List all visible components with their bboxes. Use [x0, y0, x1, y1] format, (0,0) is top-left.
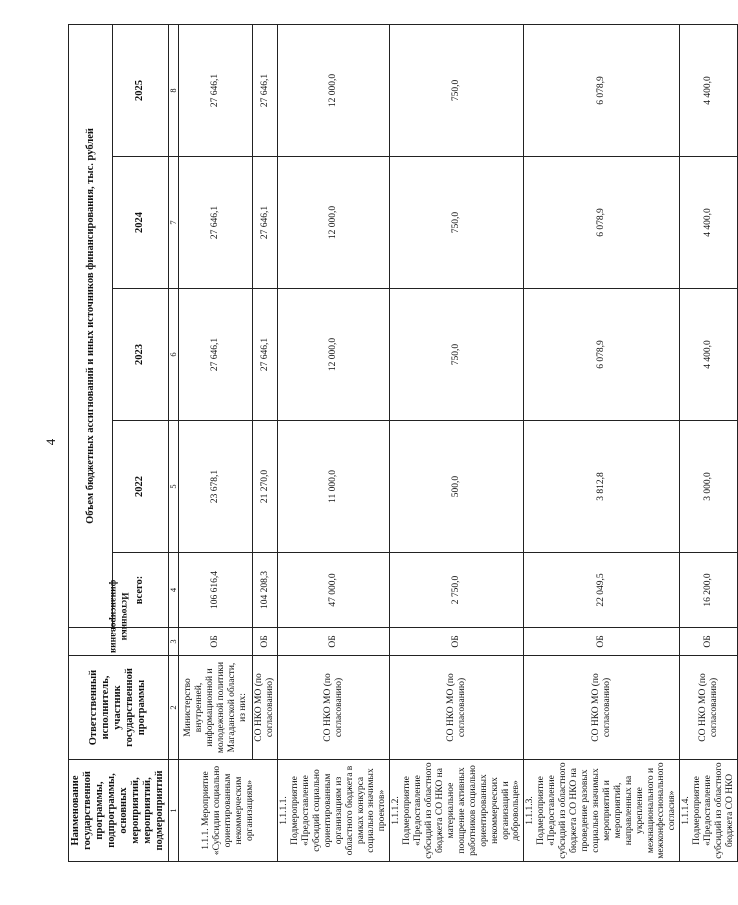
row-value: 750,0: [390, 157, 524, 289]
row-name: 1.1.1.4. Подмероприятие «Предоставление субсидий из областного бюджета СО НКО: [680, 760, 738, 862]
row-source: ОБ: [524, 628, 680, 656]
row-source: ОБ: [390, 628, 524, 656]
row-value: 27 646,1: [179, 289, 253, 421]
header-name: Наименование государственной программы, подпрограммы, основных мероприятий, мероприятий, подмероприятий: [69, 760, 169, 862]
row-responsible: СО НКО МО (по согласованию): [524, 656, 680, 760]
row-name: 1.1.1. Мероприятие «Субсидии социально ориентированным некоммерческим организациям»: [179, 760, 278, 862]
row-value: 27 646,1: [179, 24, 253, 156]
header-responsible: Ответственный исполнитель, участник государственной программы: [69, 656, 169, 760]
header-source-text: Источники финансирования: [108, 579, 130, 653]
row-value: 11 000,0: [278, 421, 390, 553]
column-number: 1: [168, 760, 179, 862]
row-value: 4 400,0: [680, 289, 738, 421]
row-value: 104 208,3: [253, 553, 278, 628]
row-value: 2 750,0: [390, 553, 524, 628]
header-year-2024: 2024: [113, 157, 168, 289]
row-value: 3 812,8: [524, 421, 680, 553]
header-year-2022: 2022: [113, 421, 168, 553]
row-value: 106 616,4: [179, 553, 253, 628]
row-name: 1.1.1.2. Подмероприятие «Предоставление субсидий из областного бюджета СО НКО на материальное поощрение активных работников социально ориентированных некоммерческих организаций и добровольцев»: [390, 760, 524, 862]
row-value: 750,0: [390, 24, 524, 156]
row-value: 22 049,5: [524, 553, 680, 628]
row-responsible: СО НКО МО (по согласованию): [390, 656, 524, 760]
row-value: 21 270,0: [253, 421, 278, 553]
row-responsible: Министерство внутренней, информационной и молодежной политики Магаданской области, из них:: [179, 656, 253, 760]
row-value: 27 646,1: [253, 157, 278, 289]
row-name: 1.1.1.1. Подмероприятие «Предоставление субсидий социально ориентированным организациям из областного бюджета в рамках конкурса социально значимых проектов»: [278, 760, 390, 862]
row-source: ОБ: [179, 628, 253, 656]
column-number: 4: [168, 553, 179, 628]
row-value: 12 000,0: [278, 289, 390, 421]
row-value: 16 200,0: [680, 553, 738, 628]
row-responsible: СО НКО МО (по согласованию): [278, 656, 390, 760]
row-value: 47 000,0: [278, 553, 390, 628]
budget-table: [68, 24, 738, 862]
row-value: 27 646,1: [179, 157, 253, 289]
row-value: 4 400,0: [680, 24, 738, 156]
budget-table-sheet: [68, 25, 735, 862]
header-year-2025: 2025: [113, 24, 168, 156]
row-value: 12 000,0: [278, 24, 390, 156]
header-volume: Объем бюджетных ассигнований и иных источников финансирования, тыс. рублей: [69, 24, 113, 627]
header-year-2023: 2023: [113, 289, 168, 421]
row-value: 23 678,1: [179, 421, 253, 553]
row-value: 6 078,9: [524, 24, 680, 156]
row-value: 6 078,9: [524, 289, 680, 421]
column-number: 8: [168, 24, 179, 156]
row-value: 12 000,0: [278, 157, 390, 289]
column-number: 7: [168, 157, 179, 289]
row-value: 750,0: [390, 289, 524, 421]
column-number: 2: [168, 656, 179, 760]
column-number: 6: [168, 289, 179, 421]
page-number: 4: [43, 438, 58, 446]
column-number: 5: [168, 421, 179, 553]
row-value: 500,0: [390, 421, 524, 553]
row-name: 1.1.1.3. Подмероприятие «Предоставление субсидий из областного бюджета СО НКО на проведение разовых социально значимых мероприятий и мероприятий, направленных на укрепление межнационального и межконфессионального согласия»: [524, 760, 680, 862]
row-value: 27 646,1: [253, 289, 278, 421]
row-source: ОБ: [278, 628, 390, 656]
row-value: 4 400,0: [680, 157, 738, 289]
row-value: 6 078,9: [524, 157, 680, 289]
row-responsible: СО НКО МО (по согласованию): [680, 656, 738, 760]
column-number: 3: [168, 628, 179, 656]
row-responsible: СО НКО МО (по согласованию): [253, 656, 278, 760]
row-source: ОБ: [680, 628, 738, 656]
header-total: всего:: [113, 553, 168, 628]
row-source: ОБ: [253, 628, 278, 656]
row-value: 3 000,0: [680, 421, 738, 553]
row-value: 27 646,1: [253, 24, 278, 156]
